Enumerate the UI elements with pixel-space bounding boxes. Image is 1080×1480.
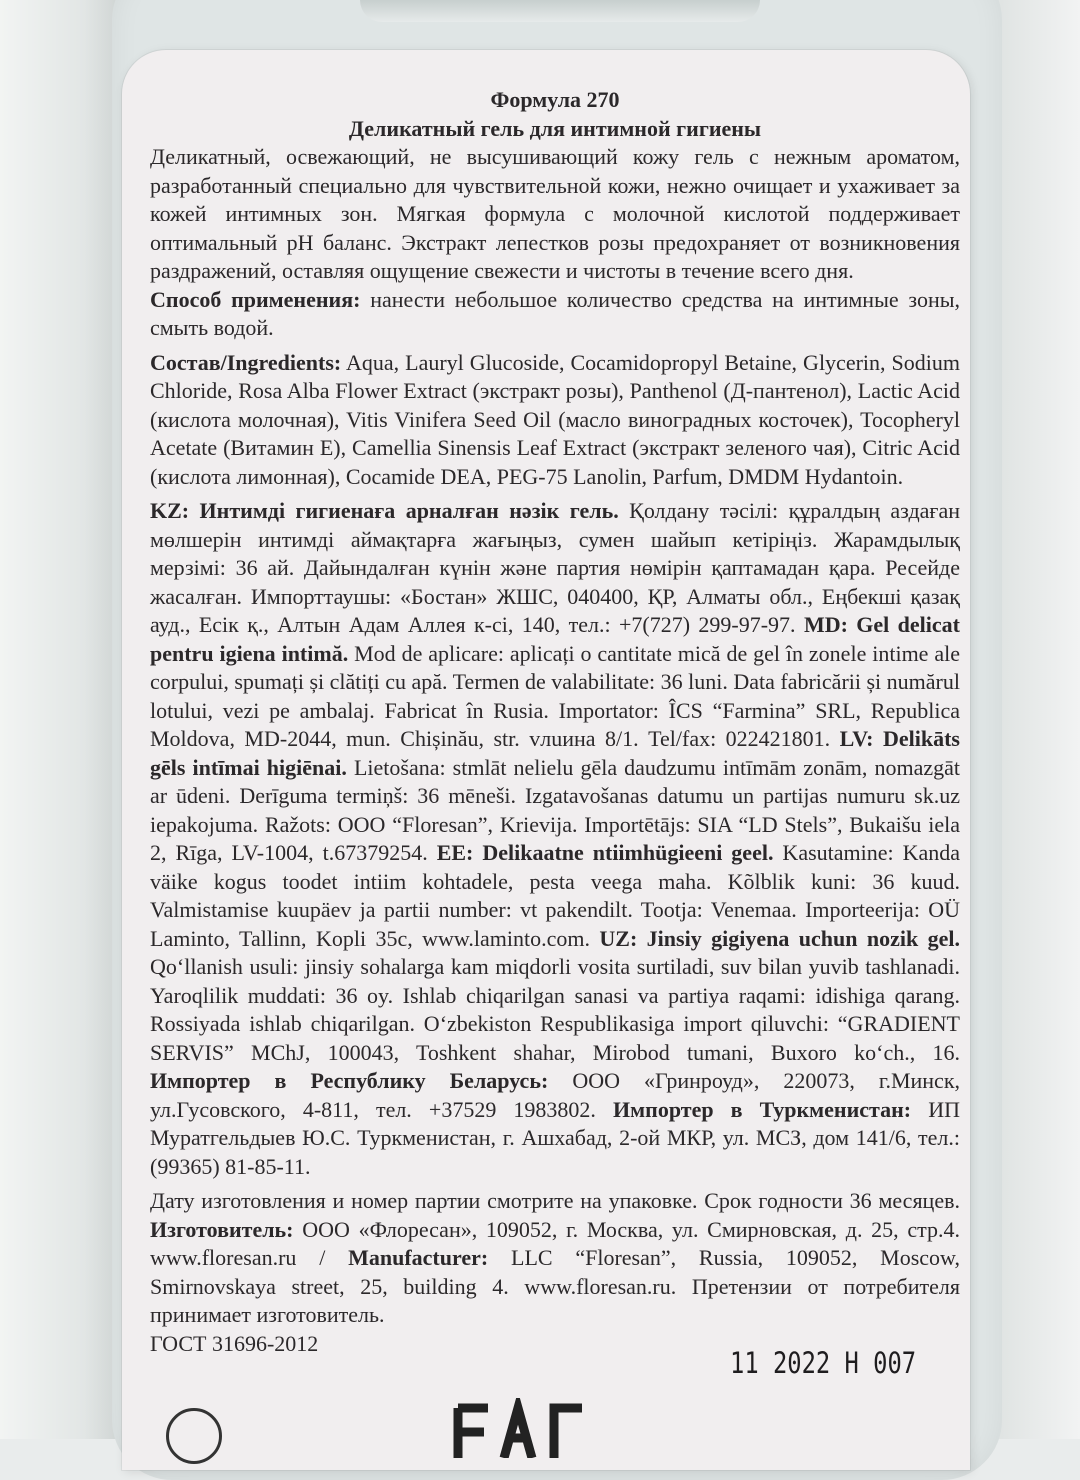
label-text (150, 86, 960, 1358)
manufacturer-en-label: Manufacturer: (348, 1245, 489, 1270)
product-title: Формула 270 (490, 87, 620, 112)
usage-section (150, 286, 960, 343)
product-description: Деликатный, освежающий, не высушивающий кожу гель с нежным ароматом, разработанный специально для чувствительной кожи, нежно очищает и ухаживает за кожей интимных зон. Мягкая формула с молочной кислотой поддерживает оптимальный pH баланс. Экстракт лепестков розы предохраняет от возникновения раздражений, оставляя ощущение свежести и чистоты в течение всего дня. (150, 144, 960, 283)
lang-label: MD: Gel delicat pentru igiena intimă. (150, 612, 960, 666)
usage-label: Способ применения: (150, 286, 361, 312)
footer-shelf-life: Дату изготовления и номер партии смотрите на упаковке. Срок годности 36 месяцев. (150, 1188, 960, 1213)
lang-text: Mod de aplicare: aplicați o cantitate mică de gel în zonele intime ale corpului, spumați și clătiți cu apă. Termen de valabilitate: 36 luni. Data fabricării și numărul lotului, vezi pe ambalaj. Fabricat în Rusia. Importator: ÎCS “Farmina” SRL, Republica Moldova, MD-2044, mun. Chișinău, str. vлuина 8/1. Tel/fax: 022421801. (150, 640, 960, 751)
lang-text: ООО «Гринроуд», 220073, г.Минск, ул.Гусовского, 4-811, тел. +37529 1983802. (150, 1068, 961, 1122)
ingredients-label: Состав/Ingredients: (150, 349, 342, 375)
lang-text: ИП Муратгельдыев Ю.С. Туркменистан, г. Ашхабад, 2-ой МКР, ул. МСЗ, дом 141/6, тел.: (99365) 81-85-11. (150, 1096, 960, 1179)
usage-text: нанести небольшое количество средства на интимные зоны, смыть водой. (150, 286, 961, 340)
ingredients-text: Aqua, Lauryl Glucoside, Cocamidopropyl Betaine, Glycerin, Sodium Chloride, Rosa Alba Flower Extract (экстракт розы), Panthenol (Д-пантенол), Lactic Acid (кислота молочная), Vitis Vinifera Seed Oil (масло виноградных косточек), Tocopheryl Acetate (Витамин Е), Camellia Sinensis Leaf Extract (экстракт зеленого чая), Citric Acid (кислота лимонная), Cocamide DEA, PEG-75 Lanolin, Parfum, DMDM Hydantoin. (150, 349, 960, 489)
background-left (0, 0, 120, 1439)
recycle-circle-icon (166, 1408, 222, 1464)
footer-paragraph (150, 1187, 960, 1330)
multilang-section (150, 497, 960, 1181)
lang-label: Импортер в Туркменистан: (613, 1096, 912, 1122)
manufacturer-text: ООО «Флоресан», 109052, г. Москва, ул. Смирновская, д. 25, стр.4. www.floresan.ru / (150, 1216, 960, 1270)
lang-label: KZ: Интимді гигиенаға арналған нәзік гель. (150, 498, 619, 523)
bottle-cap-edge (360, 0, 760, 22)
ingredients-section (150, 349, 960, 492)
lang-text: Kasutamine: Kanda väike kogus toodet intiim kohtadele, pesta veega maha. Kõlblik kuni: 36 kuud. Valmistamise kuupäev ja partii number: vt pakendilt. Tootja: Venemaa. Importeerija: OÜ Laminto, Tallinn, Kopli 35c, www.laminto.com. (150, 840, 961, 951)
gost-code: ГОСТ 31696-2012 (150, 1330, 319, 1356)
footer-section (150, 1187, 960, 1358)
lang-text: Қолдану тәсілі: құралдың аздаған мөлшерін интимді аймақтарға жағыңыз, сумен шайып кетіріңіз. Жарамдылық мерзімі: 36 ай. Дайындалған күнін және партия нөмірін қаптамадан қара. Ресейде жасалған. Импорттаушы: «Бостан» ЖШС, 040400, ҚР, Алматы обл., Еңбекші қазақ ауд., Есік қ., Алтын Адам Аллея к-сі, 140, тел.: +7(727) 299-97-97. (150, 498, 960, 637)
manufacturer-label: Изготовитель: (150, 1216, 294, 1242)
lang-text: Lietošana: stmlāt nelielu gēla daudzumu intīmām zonām, nomazgāt ar ūdeni. Derīguma termiņš: 36 mēneši. Izgatavošanas datumu un partijas numuru sk.uz iepakojuma. Ražots: OOO “Floresan”, Krievija. Importētājs: SIA “LD Stels”, Bukaišu iela 2, Rīga, LV-1004, t.67379254. (150, 754, 960, 865)
eac-mark-icon (452, 1398, 592, 1458)
lang-label: Импортер в Республику Беларусь: (150, 1068, 549, 1093)
batch-code: 11 2022 Н 007 (730, 1346, 917, 1380)
lang-label: UZ: Jinsiy gigiyena uchun nozik gel. (599, 925, 960, 951)
lang-text: Qo‘llanish usuli: jinsiy sohalarga kam miqdorli vosita surtiladi, suv bilan yuvib tashlanadi. Yaroqlilik muddati: 36 oy. Ishlab chiqarilgan sanasi va partiya raqami: idishiga qarang. Rossiyada ishlab chiqarilgan. O‘zbekiston Respublikasiga import qiluvchi: “GRADIENT SERVIS” MChJ, 100043, Toshkent shahar, Mirobod tumani, Buxoro ko‘ch., 16. (150, 954, 960, 1065)
lang-label: LV: Delikāts gēls intīmai higiēnai. (150, 726, 960, 780)
lang-label: EE: Delikaatne ntiimhügieeni geel. (436, 840, 774, 865)
product-subtitle: Деликатный гель для интимной гигиены (348, 115, 762, 141)
manufacturer-en-text: LLC “Floresan”, Russia, 109052, Moscow, Smirnovskaya street, 25, building 4. www.floresan.ru. Претензии от потребителя принимает изготовитель. (150, 1245, 960, 1327)
